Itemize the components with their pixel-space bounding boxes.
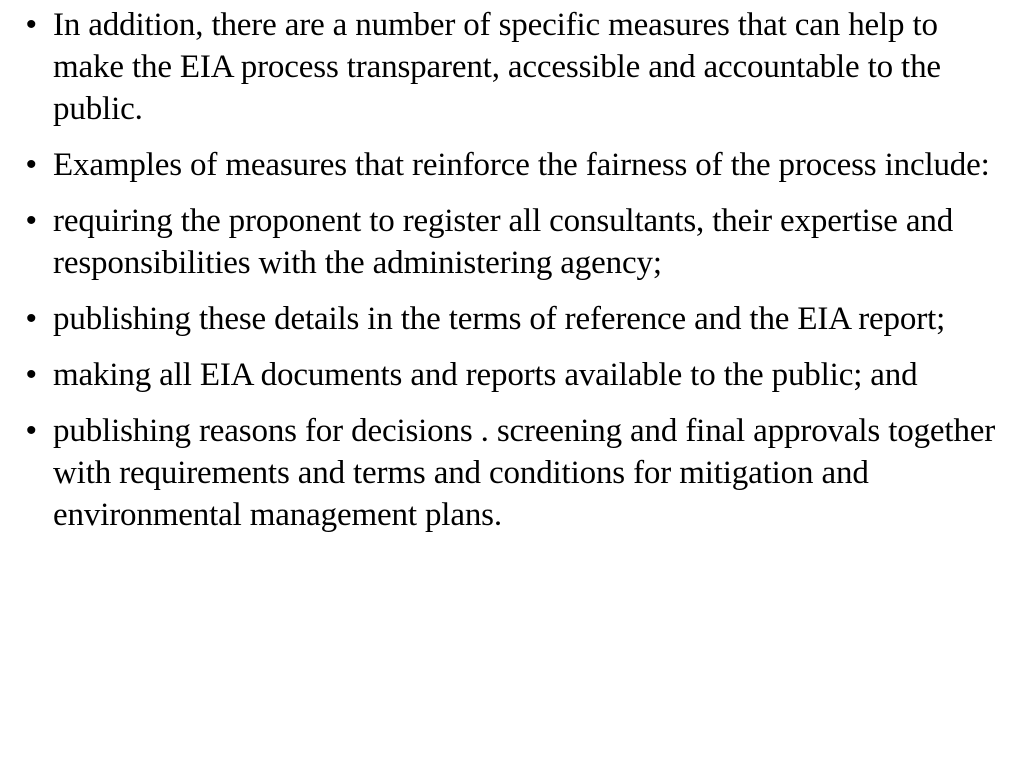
bullet-text: requiring the proponent to register all consultants, their expertise and responsibilities with the administering agency; [53, 203, 954, 281]
bullet-text: making all EIA documents and reports available to the public; and [53, 357, 918, 393]
bullet-icon: • [26, 302, 37, 335]
bullet-item [26, 298, 1001, 340]
bullet-icon: • [26, 204, 37, 237]
bullet-text: publishing these details in the terms of reference and the EIA report; [53, 301, 946, 337]
bullet-item [26, 410, 1001, 536]
bullet-item [26, 4, 1001, 130]
bullet-icon: • [26, 358, 37, 391]
bullet-item [26, 144, 1001, 186]
bullet-text: Examples of measures that reinforce the fairness of the process include: [53, 147, 990, 183]
bullet-list [26, 4, 1001, 550]
bullet-item [26, 354, 1001, 396]
bullet-icon: • [26, 148, 37, 181]
bullet-icon: • [26, 414, 37, 447]
bullet-icon: • [26, 8, 37, 41]
bullet-text: In addition, there are a number of specific measures that can help to make the EIA process transparent, accessible and accountable to the public. [53, 7, 941, 127]
bullet-text: publishing reasons for decisions . screening and final approvals together with requirements and terms and conditions for mitigation and environmental management plans. [53, 413, 996, 533]
bullet-item [26, 200, 1001, 284]
